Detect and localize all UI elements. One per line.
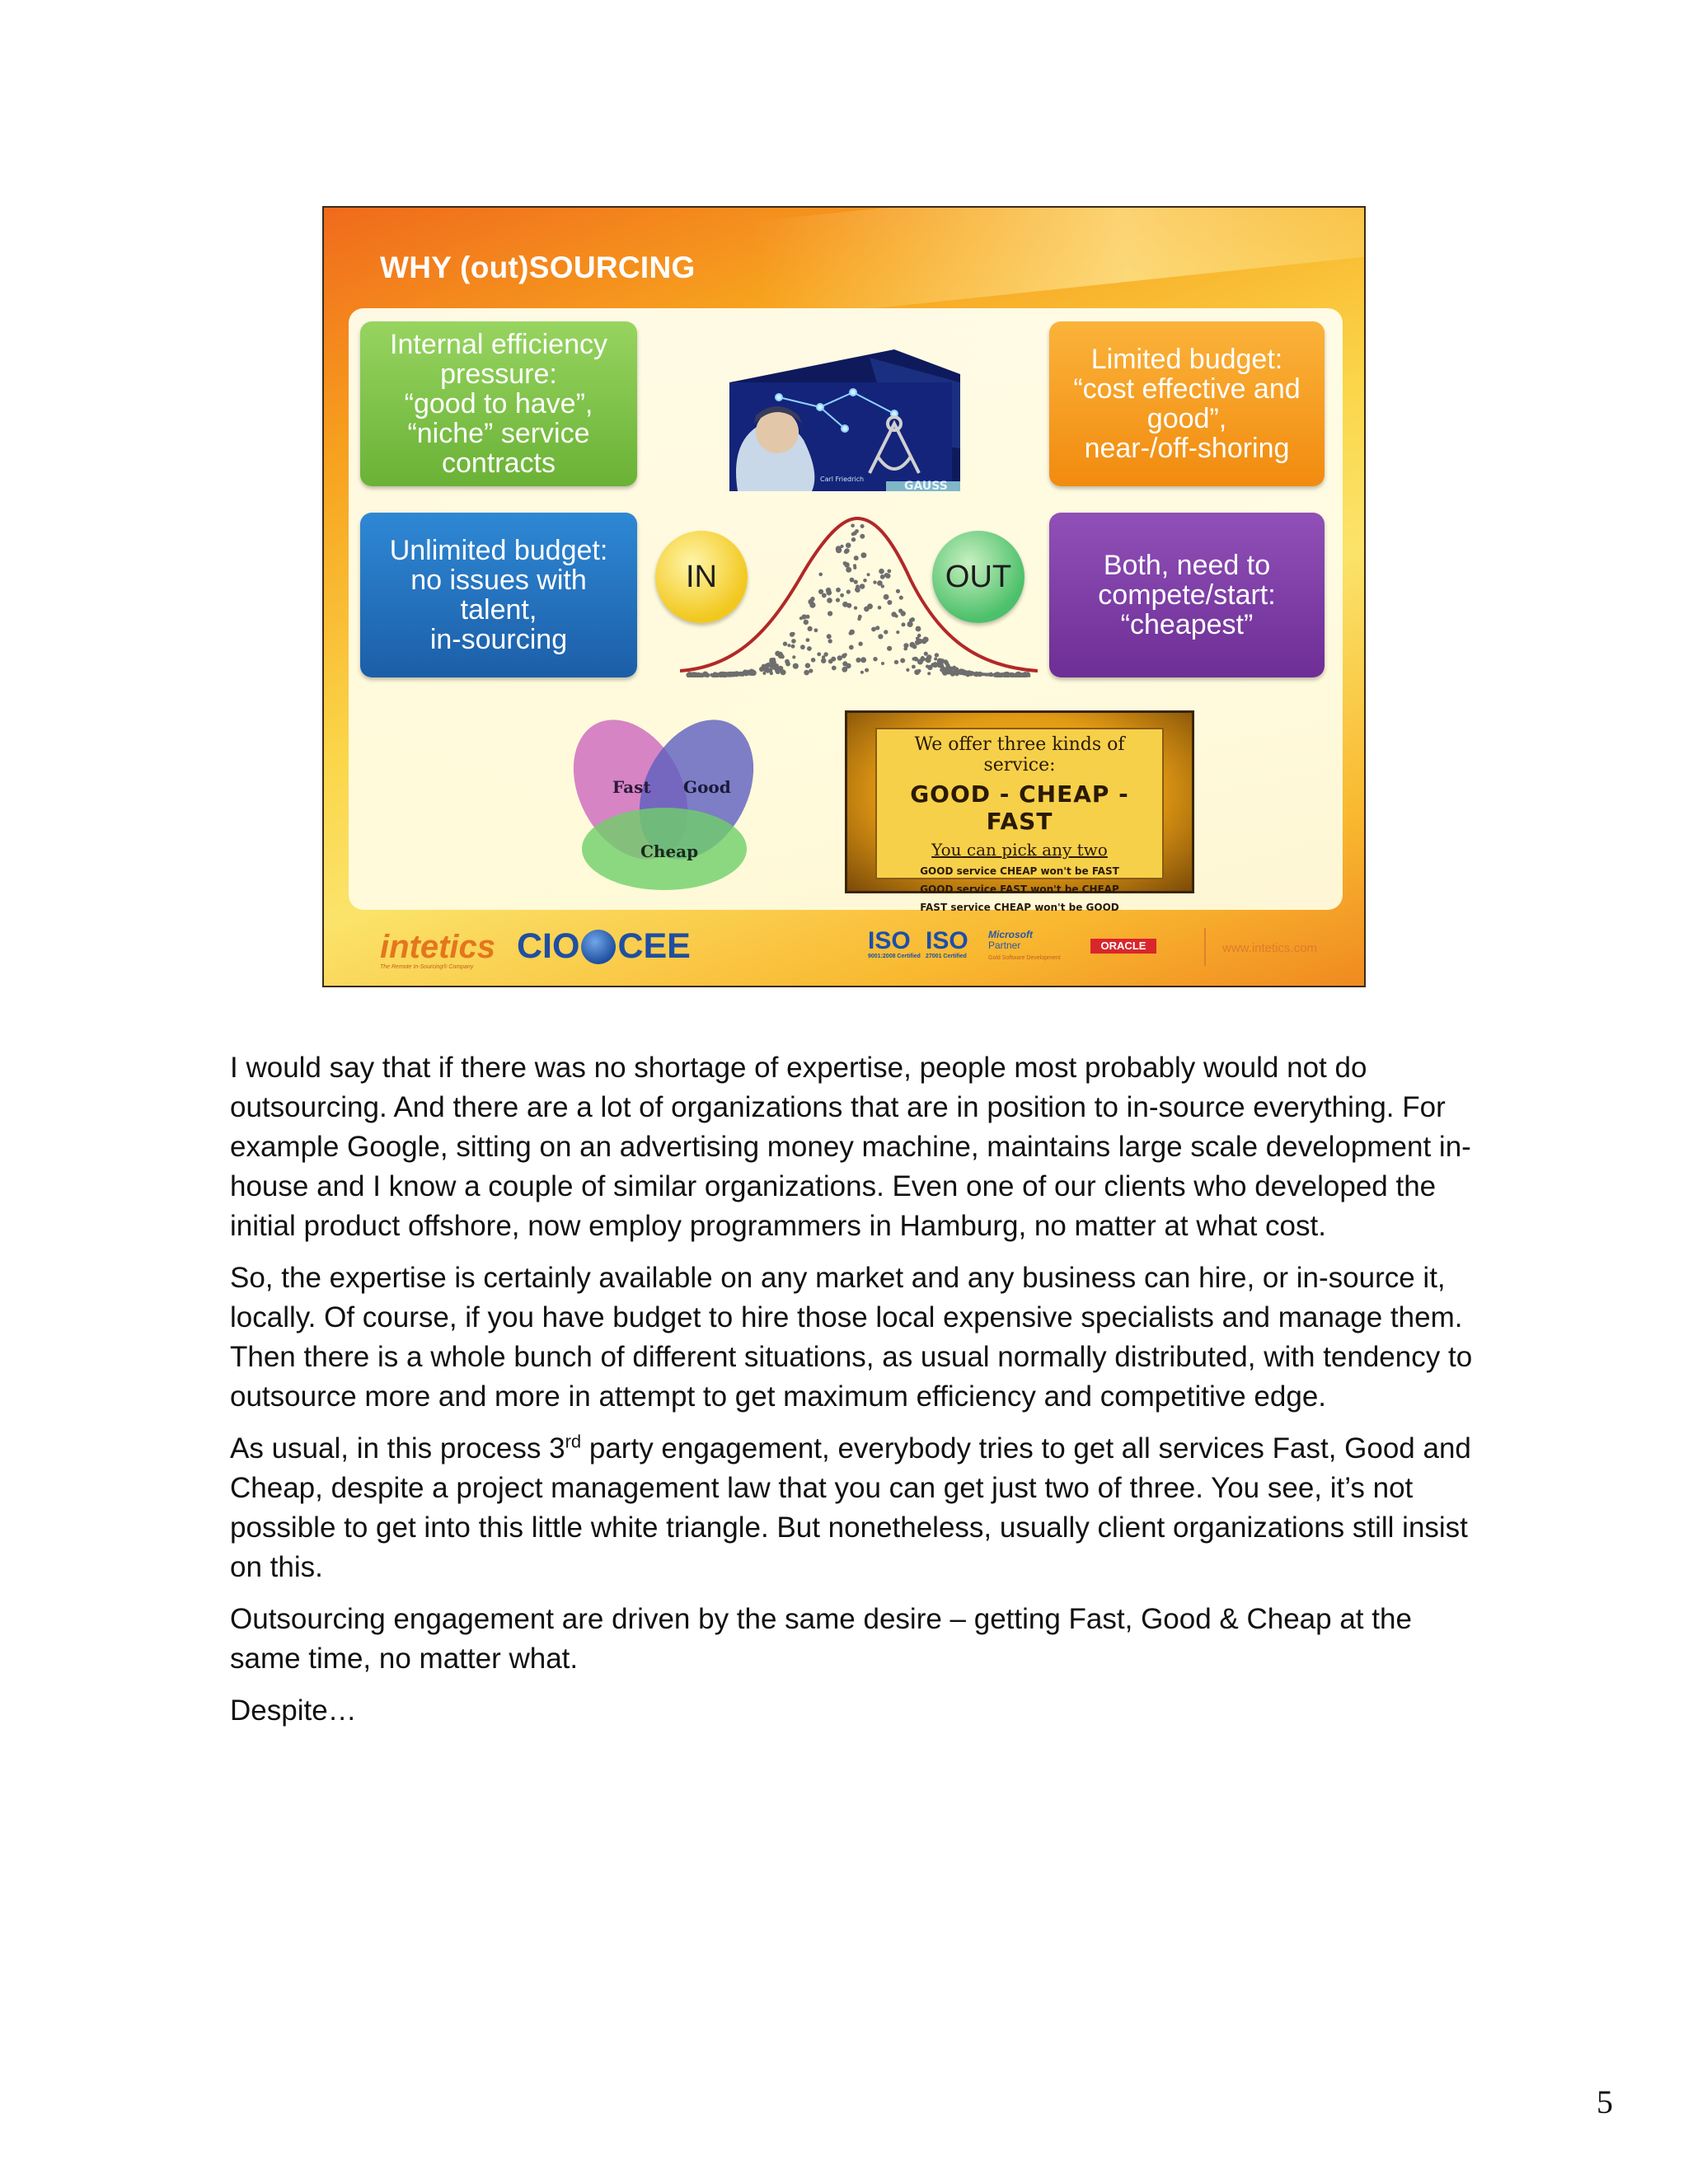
- crowd-figure: [854, 555, 859, 560]
- intetics-tagline: The Remote In-Sourcing® Company: [380, 964, 474, 970]
- microsoft-partner-text: Partner: [988, 940, 1021, 951]
- crowd-figure: [827, 598, 832, 603]
- cio-logo-left: CIO: [517, 926, 580, 966]
- crowd-figure: [941, 667, 946, 672]
- crowd-figure: [906, 668, 909, 672]
- in-circle: IN: [655, 531, 748, 623]
- crowd-figure: [807, 646, 812, 651]
- gauss-banknote-image: [729, 349, 960, 491]
- iso-9001-text: ISO: [868, 927, 911, 954]
- crowd-figure: [808, 626, 813, 631]
- crowd-figure: [924, 652, 928, 656]
- limited-budget-box: Limited budget: “cost effective and good”, near-/off-shoring: [1049, 321, 1325, 486]
- crowd-figure: [806, 615, 810, 619]
- crowd-figure: [879, 569, 884, 574]
- paragraph-3-rest: party engagement, everybody tries to get all services Fast, Good and Cheap, despite a project management law that you can get just two of three. You see, it’s not possible to get into this little white triangle. But nonetheless, usually client organizations still insist on this.: [230, 1432, 1471, 1583]
- crowd-figure: [775, 663, 779, 668]
- crowd-figure: [927, 665, 932, 670]
- crowd-figure: [787, 644, 790, 647]
- venn-fast-label: Fast: [612, 777, 651, 797]
- iso-27001-text: ISO: [926, 927, 968, 954]
- crowd-figure: [1017, 673, 1020, 676]
- sign-line-1: We offer three kinds of service:: [914, 734, 1125, 776]
- crowd-figure: [873, 580, 876, 583]
- microsoft-partner-logo: [988, 930, 1061, 963]
- crowd-figure: [832, 666, 837, 671]
- crowd-figure: [822, 593, 827, 598]
- oracle-logo: ORACLE: [1090, 939, 1156, 954]
- crowd-figure: [860, 583, 865, 589]
- crowd-figure: [896, 589, 900, 593]
- crowd-figure: [804, 620, 809, 625]
- crowd-figure: [881, 662, 884, 665]
- crowd-figure: [953, 666, 956, 669]
- slide-background-streak: [749, 206, 1366, 321]
- cio-cee-logo: [517, 926, 691, 967]
- crowd-figure: [840, 593, 844, 598]
- crowd-figure: [926, 654, 931, 659]
- sign-line-6: FAST service CHEAP won't be GOOD: [920, 902, 1119, 913]
- crowd-figure: [864, 607, 870, 612]
- crowd-figure: [884, 573, 889, 578]
- crowd-figure: [887, 600, 892, 605]
- globe-icon: [581, 930, 616, 964]
- crowd-figure: [783, 642, 787, 646]
- crowd-figure: [940, 658, 945, 663]
- crowd-figure: [846, 590, 851, 594]
- crowd-figure: [792, 655, 795, 658]
- crowd-figure: [865, 668, 869, 673]
- crowd-figure: [863, 579, 867, 583]
- crowd-figure: [878, 606, 882, 610]
- microsoft-sub-text: Gold Software Development: [988, 955, 1061, 961]
- fast-good-cheap-venn: [571, 710, 757, 892]
- crowd-figure: [909, 642, 915, 648]
- crowd-figure: [793, 663, 799, 669]
- crowd-figure: [818, 573, 823, 577]
- page-number: 5: [1597, 2083, 1613, 2121]
- crowd-figure: [971, 672, 975, 676]
- crowd-figure: [902, 622, 906, 626]
- crowd-figure: [791, 644, 795, 649]
- crowd-figure: [851, 532, 855, 536]
- crowd-figure: [851, 537, 856, 541]
- crowd-figure: [887, 569, 891, 574]
- crowd-figure: [989, 673, 993, 677]
- crowd-figure: [856, 658, 860, 663]
- crowd-figure: [854, 607, 857, 610]
- crowd-figure: [917, 634, 921, 638]
- crowd-figure: [899, 596, 903, 600]
- crowd-figure: [821, 658, 826, 663]
- crowd-figure: [687, 673, 692, 677]
- crowd-figure: [884, 594, 889, 600]
- crowd-figure: [900, 658, 905, 663]
- crowd-figure: [811, 658, 816, 663]
- crowd-figure: [923, 637, 928, 642]
- iso-9001-logo: [868, 927, 921, 959]
- crowd-figure: [850, 578, 855, 583]
- crowd-figure: [827, 634, 832, 639]
- crowd-figure: [901, 611, 906, 616]
- both-compete-box: Both, need to compete/start: “cheapest”: [1049, 513, 1325, 677]
- crowd-figure: [927, 672, 931, 675]
- crowd-figure: [849, 645, 854, 650]
- crowd-figure: [896, 630, 899, 634]
- crowd-figure: [843, 653, 846, 656]
- crowd-figure: [934, 658, 937, 661]
- crowd-figure: [846, 664, 850, 668]
- paragraph-3: [230, 1429, 1483, 1587]
- footer-url: www.intetics.com: [1222, 941, 1318, 955]
- crowd-figure: [856, 588, 860, 593]
- body-text: [230, 1048, 1483, 1743]
- sign-line-5: GOOD service FAST won't be CHEAP: [920, 883, 1119, 895]
- paragraph-3-start: As usual, in this process 3: [230, 1432, 565, 1465]
- crowd-figure: [810, 597, 814, 601]
- sign-line-2: GOOD - CHEAP - FAST: [910, 780, 1129, 835]
- crowd-figure: [806, 638, 810, 642]
- crowd-figure: [836, 598, 840, 602]
- service-sign-image: [845, 710, 1194, 913]
- crowd-figure: [771, 658, 776, 663]
- crowd-figure: [894, 660, 898, 664]
- intetics-logo: intetics: [380, 929, 496, 965]
- crowd-figure: [845, 548, 850, 553]
- crowd-figure: [814, 628, 818, 632]
- crowd-figure: [763, 665, 767, 669]
- internal-efficiency-box: Internal efficiency pressure: “good to have”, “niche” service contracts: [360, 321, 637, 486]
- crowd-figure: [895, 614, 898, 617]
- iso-27001-logo: [926, 927, 968, 959]
- crowd-figure: [749, 669, 753, 673]
- cio-logo-right: CEE: [617, 926, 691, 966]
- crowd-figure: [961, 669, 965, 673]
- crowd-figure: [770, 672, 773, 675]
- crowd-figure: [949, 669, 952, 673]
- crowd-figure: [792, 632, 795, 635]
- iso-9001-sub: 9001:2008 Certified: [868, 954, 921, 959]
- crowd-figure: [917, 669, 921, 673]
- crowd-figure: [999, 673, 1003, 677]
- crowd-figure: [800, 644, 805, 649]
- crowd-figure: [951, 672, 954, 675]
- crowd-figure: [871, 627, 876, 632]
- crowd-figure: [781, 669, 786, 675]
- crowd-figure: [916, 626, 921, 632]
- crowd-figure: [791, 639, 796, 644]
- crowd-figure: [1022, 672, 1028, 677]
- crowd-figure: [846, 567, 851, 573]
- crowd-figure: [843, 561, 847, 565]
- sign-line-3: You can pick any two: [931, 840, 1108, 860]
- crowd-figure: [804, 670, 809, 676]
- crowd-figure: [846, 603, 851, 608]
- crowd-figure: [965, 672, 971, 677]
- out-circle: OUT: [932, 531, 1025, 623]
- slide-title: WHY (out)SOURCING: [380, 251, 696, 284]
- crowd-figure: [853, 566, 856, 569]
- paragraph-5: Despite…: [230, 1694, 357, 1727]
- microsoft-text: Microsoft: [988, 929, 1033, 940]
- crowd-figure: [878, 634, 883, 639]
- crowd-figure: [860, 524, 865, 528]
- crowd-figure: [860, 534, 865, 539]
- crowd-figure: [907, 621, 913, 627]
- crowd-figure: [860, 671, 864, 674]
- crowd-figure: [730, 672, 736, 677]
- crowd-figure: [776, 669, 781, 674]
- venn-good-label: Good: [683, 777, 731, 797]
- crowd-figure: [809, 668, 813, 673]
- crowd-figure: [778, 653, 784, 658]
- crowd-figure: [884, 630, 888, 634]
- crowd-figure: [917, 639, 923, 644]
- crowd-figure: [887, 646, 892, 651]
- crowd-figure: [837, 655, 842, 660]
- crowd-figure: [738, 672, 743, 676]
- crowd-figure: [827, 590, 832, 596]
- crowd-figure: [836, 546, 842, 551]
- crowd-figure: [828, 639, 832, 643]
- paragraph-2: So, the expertise is certainly available on any market and any business can hire, or in-source it, locally. Of course, if you have budget to hire those local expensive specialists and manage them. Then there is a whole bunch of different situations, as usual normally distributed, with tendency to outsource more and more in attempt to get maximum efficiency and competitive edge.: [230, 1262, 1473, 1413]
- crowd-figure: [770, 663, 774, 667]
- iso-27001-sub: 27001 Certified: [926, 954, 967, 959]
- paragraph-1: I would say that if there was no shortage of expertise, people most probably would not do outsourcing. And there are a lot of organizations that are in position to in-source everything. For example Google, sitting on an advertising money machine, maintains large scale development in-house and I know a couple of similar organizations. Even one of our clients who developed the initial product offshore, now employ programmers in Hamburg, no matter at what cost.: [230, 1052, 1471, 1242]
- crowd-figure: [903, 643, 908, 648]
- crowd-figure: [831, 657, 836, 662]
- crowd-figure: [785, 659, 790, 664]
- crowd-figure: [725, 672, 730, 677]
- crowd-figure: [704, 673, 707, 676]
- crowd-figure: [809, 602, 815, 608]
- unlimited-budget-box: Unlimited budget: no issues with talent, in-sourcing: [360, 513, 637, 677]
- crowd-figure: [881, 584, 884, 588]
- sign-line-4: GOOD service CHEAP won't be FAST: [920, 865, 1119, 877]
- crowd-figure: [980, 673, 983, 676]
- crowd-figure: [851, 524, 855, 528]
- crowd-figure: [846, 542, 851, 548]
- crowd-figure: [920, 657, 925, 662]
- crowd-figure: [914, 657, 918, 661]
- crowd-figure: [817, 652, 821, 656]
- crowd-figure: [767, 663, 771, 667]
- venn-cheap-label: Cheap: [640, 841, 699, 861]
- crowd-figure: [693, 673, 697, 677]
- crowd-figure: [912, 665, 916, 669]
- crowd-figure: [818, 589, 823, 594]
- crowd-figure: [860, 657, 866, 663]
- crowd-figure: [935, 653, 939, 657]
- crowd-figure: [828, 611, 832, 616]
- crowd-figure: [867, 573, 870, 576]
- gauss-caption: GAUSS: [904, 480, 948, 491]
- ordinal-suffix: rd: [565, 1431, 582, 1452]
- crowd-figure: [858, 642, 862, 646]
- paragraph-4: Outsourcing engagement are driven by the same desire – getting Fast, Good & Cheap at the same time, no matter what.: [230, 1603, 1412, 1675]
- crowd-figure: [873, 657, 877, 661]
- gauss-small-caption: Carl Friedrich: [820, 476, 865, 483]
- crowd-figure: [860, 552, 866, 558]
- crowd-figure: [854, 580, 858, 584]
- crowd-figure: [762, 672, 766, 675]
- crowd-figure: [987, 673, 990, 676]
- crowd-figure: [849, 630, 855, 635]
- footer-divider: [1204, 928, 1206, 966]
- slide: [322, 206, 1366, 987]
- crowd-figure: [858, 615, 862, 619]
- crowd-figure: [836, 588, 841, 593]
- crowd-figure: [823, 652, 828, 656]
- bell-curve-crowd-image: [680, 514, 1038, 677]
- crowd-figure: [805, 663, 810, 668]
